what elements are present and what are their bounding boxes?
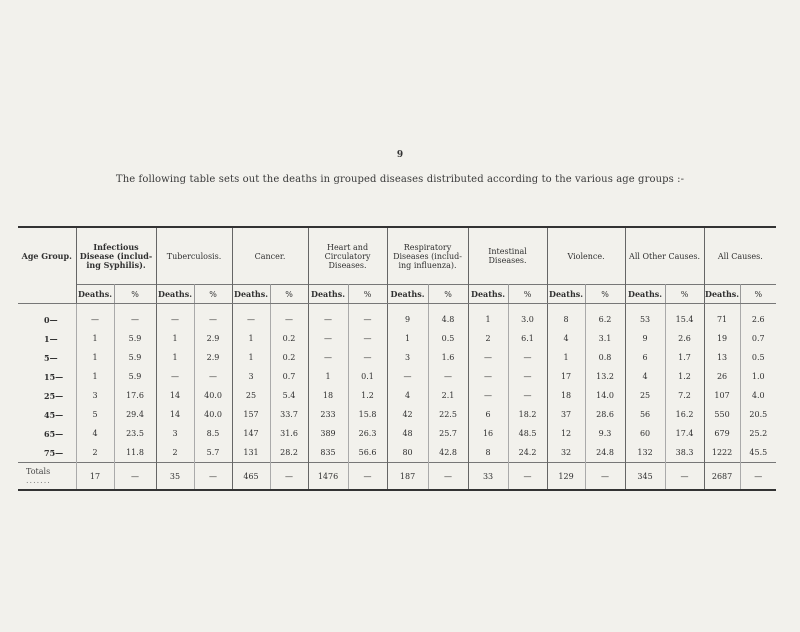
percent-cell: 13.2 (585, 367, 625, 386)
percent-cell: 28.6 (585, 405, 625, 424)
deaths-cell: 8 (468, 443, 508, 463)
deaths-cell: 147 (232, 424, 270, 443)
deaths-cell: 56 (625, 405, 665, 424)
group-header-cancer: Cancer. (232, 227, 308, 285)
deaths-cell: 233 (308, 405, 348, 424)
deaths-cell: 679 (704, 424, 740, 443)
group-header-violence: Violence. (547, 227, 625, 285)
deaths-cell: 6 (468, 405, 508, 424)
total-percent-cell: — (194, 463, 232, 491)
deaths-cell: 12 (547, 424, 585, 443)
percent-cell: 0.8 (585, 348, 625, 367)
deaths-by-age-table (18, 226, 776, 491)
percent-cell: 7.2 (665, 386, 704, 405)
deaths-cell: 4 (387, 386, 428, 405)
percent-cell: 1.0 (751, 372, 765, 381)
percent-cell: 1.6 (428, 348, 468, 367)
page-number: 9 (396, 150, 404, 160)
deaths-cell: 1 (76, 329, 114, 348)
table-row (18, 405, 776, 424)
deaths-cell: — (156, 304, 194, 330)
percent-cell: — (348, 329, 387, 348)
deaths-cell: 2 (468, 329, 508, 348)
deaths-cell: 32 (547, 443, 585, 463)
sub-header-pct: % (428, 285, 468, 304)
deaths-cell: 1 (387, 329, 428, 348)
table-row (18, 348, 776, 367)
deaths-cell: 13 (704, 348, 740, 367)
percent-cell: 5.4 (270, 386, 308, 405)
table-row (18, 424, 776, 443)
totals-row (18, 463, 776, 491)
sub-header-deaths: Deaths. (308, 285, 348, 304)
sub-header-deaths: Deaths. (232, 285, 270, 304)
deaths-cell: 3 (387, 348, 428, 367)
deaths-cell: 14 (156, 386, 194, 405)
group-header-all-other: All Other Causes. (625, 227, 704, 285)
percent-cell: 1.7 (665, 348, 704, 367)
percent-cell: 8.5 (194, 424, 232, 443)
total-percent-cell: — (270, 463, 308, 491)
deaths-cell: 42 (387, 405, 428, 424)
deaths-cell: 14 (156, 405, 194, 424)
intro-text: The following table sets out the deaths in grouped diseases distributed according to the various age groups :- (115, 174, 685, 185)
deaths-cell: — (468, 348, 508, 367)
deaths-cell: 8 (547, 304, 585, 330)
age-group-cell: 65— (18, 424, 76, 443)
percent-cell: 5.7 (194, 443, 232, 463)
percent-cell: 22.5 (428, 405, 468, 424)
percent-cell: 2.6 (665, 329, 704, 348)
deaths-cell: 17 (547, 367, 585, 386)
total-deaths-cell: 129 (547, 463, 585, 491)
percent-cell: 25.2 (749, 429, 768, 438)
percent-cell: 6.2 (585, 304, 625, 330)
age-group-cell: 5— (18, 348, 76, 367)
percent-cell: 17.4 (665, 424, 704, 443)
deaths-cell: 3 (232, 367, 270, 386)
percent-cell: 11.8 (114, 443, 156, 463)
sub-header-pct: % (270, 285, 308, 304)
deaths-cell: 16 (468, 424, 508, 443)
deaths-cell: — (308, 329, 348, 348)
sub-header-pct: % (665, 285, 704, 304)
total-percent-cell: — (740, 463, 776, 491)
group-header-infectious: Infectious Disease (includ- ing Syphilis). (76, 227, 156, 285)
total-deaths-cell: 33 (468, 463, 508, 491)
age-group-cell: 15— (18, 367, 76, 386)
percent-cell: 16.2 (665, 405, 704, 424)
deaths-cell: 4 (76, 424, 114, 443)
percent-cell: 0.5 (751, 353, 765, 362)
table-row (18, 304, 776, 330)
deaths-cell: 18 (547, 386, 585, 405)
deaths-cell: 71 (704, 304, 740, 330)
percent-cell: 5.9 (114, 348, 156, 367)
deaths-cell: 25 (625, 386, 665, 405)
percent-cell: 4.8 (428, 304, 468, 330)
percent-cell: 45.5 (749, 448, 768, 457)
age-sub-blank (18, 285, 76, 304)
sub-header-deaths: Deaths. (76, 285, 114, 304)
deaths-cell: 1 (156, 348, 194, 367)
deaths-cell: — (308, 348, 348, 367)
sub-header-deaths: Deaths. (387, 285, 428, 304)
group-header-respiratory: Respiratory Diseases (includ- ing influenza). (387, 227, 468, 285)
deaths-cell: 26 (704, 367, 740, 386)
total-deaths-cell: 187 (387, 463, 428, 491)
table-row (18, 367, 776, 386)
table-body (18, 304, 776, 491)
percent-cell: 40.0 (194, 405, 232, 424)
deaths-cell: 389 (308, 424, 348, 443)
percent-cell: — (348, 348, 387, 367)
percent-cell: 56.6 (348, 443, 387, 463)
percent-cell: 4.0 (751, 391, 765, 400)
deaths-cell: 37 (547, 405, 585, 424)
deaths-cell: — (76, 304, 114, 330)
sub-header-deaths: Deaths. (625, 285, 665, 304)
totals-dot-leader: ....... (26, 476, 51, 485)
percent-cell: — (428, 367, 468, 386)
age-group-cell: 75— (18, 443, 76, 463)
age-group-cell: 25— (18, 386, 76, 405)
sub-header-pct: % (740, 285, 776, 304)
deaths-cell: 4 (547, 329, 585, 348)
deaths-cell: 1 (468, 304, 508, 330)
deaths-cell: 107 (704, 386, 740, 405)
sub-header-row (18, 285, 776, 304)
deaths-cell: 3 (76, 386, 114, 405)
total-percent-cell: — (428, 463, 468, 491)
deaths-cell: 1222 (704, 443, 740, 463)
percent-cell: 23.5 (114, 424, 156, 443)
percent-cell: 48.5 (508, 424, 547, 443)
percent-cell: 42.8 (428, 443, 468, 463)
age-group-cell: 1— (18, 329, 76, 348)
deaths-cell: 835 (308, 443, 348, 463)
group-header-intestinal: Intestinal Diseases. (468, 227, 547, 285)
percent-cell: 0.2 (270, 348, 308, 367)
deaths-cell: 131 (232, 443, 270, 463)
percent-cell: 17.6 (114, 386, 156, 405)
percent-cell: 2.9 (194, 348, 232, 367)
percent-cell: — (348, 304, 387, 330)
deaths-cell: 2 (156, 443, 194, 463)
sub-header-deaths: Deaths. (547, 285, 585, 304)
deaths-cell: 1 (308, 367, 348, 386)
total-deaths-cell: 1476 (308, 463, 348, 491)
deaths-cell: 1 (232, 348, 270, 367)
deaths-cell: 157 (232, 405, 270, 424)
sub-header-pct: % (194, 285, 232, 304)
percent-cell: 1.2 (665, 367, 704, 386)
deaths-cell: 3 (156, 424, 194, 443)
percent-cell: 40.0 (194, 386, 232, 405)
percent-cell: 5.9 (114, 367, 156, 386)
total-deaths-cell: 17 (76, 463, 114, 491)
age-group-cell: 45— (18, 405, 76, 424)
percent-cell: 0.7 (270, 367, 308, 386)
group-header-row (18, 227, 776, 285)
percent-cell: 0.1 (348, 367, 387, 386)
deaths-cell: 550 (704, 405, 740, 424)
group-header-tuberculosis: Tuberculosis. (156, 227, 232, 285)
totals-label: Totals (26, 467, 51, 476)
totals-label-cell (18, 463, 76, 491)
deaths-cell: — (468, 386, 508, 405)
percent-cell: 38.3 (665, 443, 704, 463)
percent-cell: 24.8 (585, 443, 625, 463)
deaths-cell: — (232, 304, 270, 330)
percent-cell: 0.5 (428, 329, 468, 348)
deaths-cell: 4 (625, 367, 665, 386)
percent-cell: — (194, 304, 232, 330)
deaths-cell: 53 (625, 304, 665, 330)
percent-cell: 1.2 (348, 386, 387, 405)
deaths-cell: 18 (308, 386, 348, 405)
deaths-cell: 1 (76, 348, 114, 367)
total-percent-cell: — (348, 463, 387, 491)
percent-cell: 6.1 (508, 329, 547, 348)
table-row (18, 386, 776, 405)
group-header-heart: Heart and Circulatory Diseases. (308, 227, 387, 285)
deaths-cell: 1 (156, 329, 194, 348)
percent-cell: 0.7 (751, 334, 765, 343)
deaths-cell: 1 (547, 348, 585, 367)
percent-cell: — (508, 367, 547, 386)
total-deaths-cell: 2687 (704, 463, 740, 491)
percent-cell: — (508, 348, 547, 367)
deaths-cell: 60 (625, 424, 665, 443)
percent-cell: 31.6 (270, 424, 308, 443)
percent-cell: — (508, 386, 547, 405)
percent-cell: — (114, 304, 156, 330)
percent-cell: 2.6 (751, 315, 765, 324)
percent-cell: 33.7 (270, 405, 308, 424)
percent-cell: 5.9 (114, 329, 156, 348)
deaths-cell: 80 (387, 443, 428, 463)
percent-cell: 24.2 (508, 443, 547, 463)
sub-header-pct: % (508, 285, 547, 304)
percent-cell: 28.2 (270, 443, 308, 463)
percent-cell: 20.5 (749, 410, 768, 419)
group-header-all-causes: All Causes. (717, 251, 763, 261)
sub-header-deaths: Deaths. (156, 285, 194, 304)
deaths-cell: — (156, 367, 194, 386)
percent-cell: 26.3 (348, 424, 387, 443)
deaths-cell: 25 (232, 386, 270, 405)
percent-cell: 25.7 (428, 424, 468, 443)
total-percent-cell: — (114, 463, 156, 491)
deaths-cell: 48 (387, 424, 428, 443)
deaths-cell: — (387, 367, 428, 386)
percent-cell: 9.3 (585, 424, 625, 443)
deaths-cell: 9 (387, 304, 428, 330)
total-percent-cell: — (665, 463, 704, 491)
percent-cell: 2.9 (194, 329, 232, 348)
sub-header-deaths: Deaths. (468, 285, 508, 304)
deaths-cell: 132 (625, 443, 665, 463)
table-row (18, 443, 776, 463)
percent-cell: 18.2 (508, 405, 547, 424)
deaths-cell: 2 (76, 443, 114, 463)
deaths-cell: — (308, 304, 348, 330)
age-group-cell: 0— (18, 304, 76, 330)
table-row (18, 329, 776, 348)
sub-header-pct: % (585, 285, 625, 304)
sub-header-pct: % (348, 285, 387, 304)
deaths-cell: — (468, 367, 508, 386)
deaths-cell: 9 (625, 329, 665, 348)
percent-cell: — (194, 367, 232, 386)
percent-cell: 29.4 (114, 405, 156, 424)
total-deaths-cell: 465 (232, 463, 270, 491)
percent-cell: 14.0 (585, 386, 625, 405)
deaths-table-container (18, 226, 768, 491)
percent-cell: — (270, 304, 308, 330)
percent-cell: 0.2 (270, 329, 308, 348)
total-percent-cell: — (585, 463, 625, 491)
age-group-header: Age Group. (18, 227, 76, 285)
deaths-cell: 1 (76, 367, 114, 386)
sub-header-pct: % (114, 285, 156, 304)
percent-cell: 2.1 (428, 386, 468, 405)
deaths-cell: 6 (625, 348, 665, 367)
deaths-cell: 19 (704, 329, 740, 348)
total-deaths-cell: 35 (156, 463, 194, 491)
percent-cell: 3.1 (585, 329, 625, 348)
deaths-cell: 5 (76, 405, 114, 424)
total-deaths-cell: 345 (625, 463, 665, 491)
percent-cell: 15.8 (348, 405, 387, 424)
total-percent-cell: — (508, 463, 547, 491)
deaths-cell: 1 (232, 329, 270, 348)
sub-header-deaths: Deaths. (704, 285, 740, 304)
percent-cell: 3.0 (508, 304, 547, 330)
percent-cell: 15.4 (665, 304, 704, 330)
